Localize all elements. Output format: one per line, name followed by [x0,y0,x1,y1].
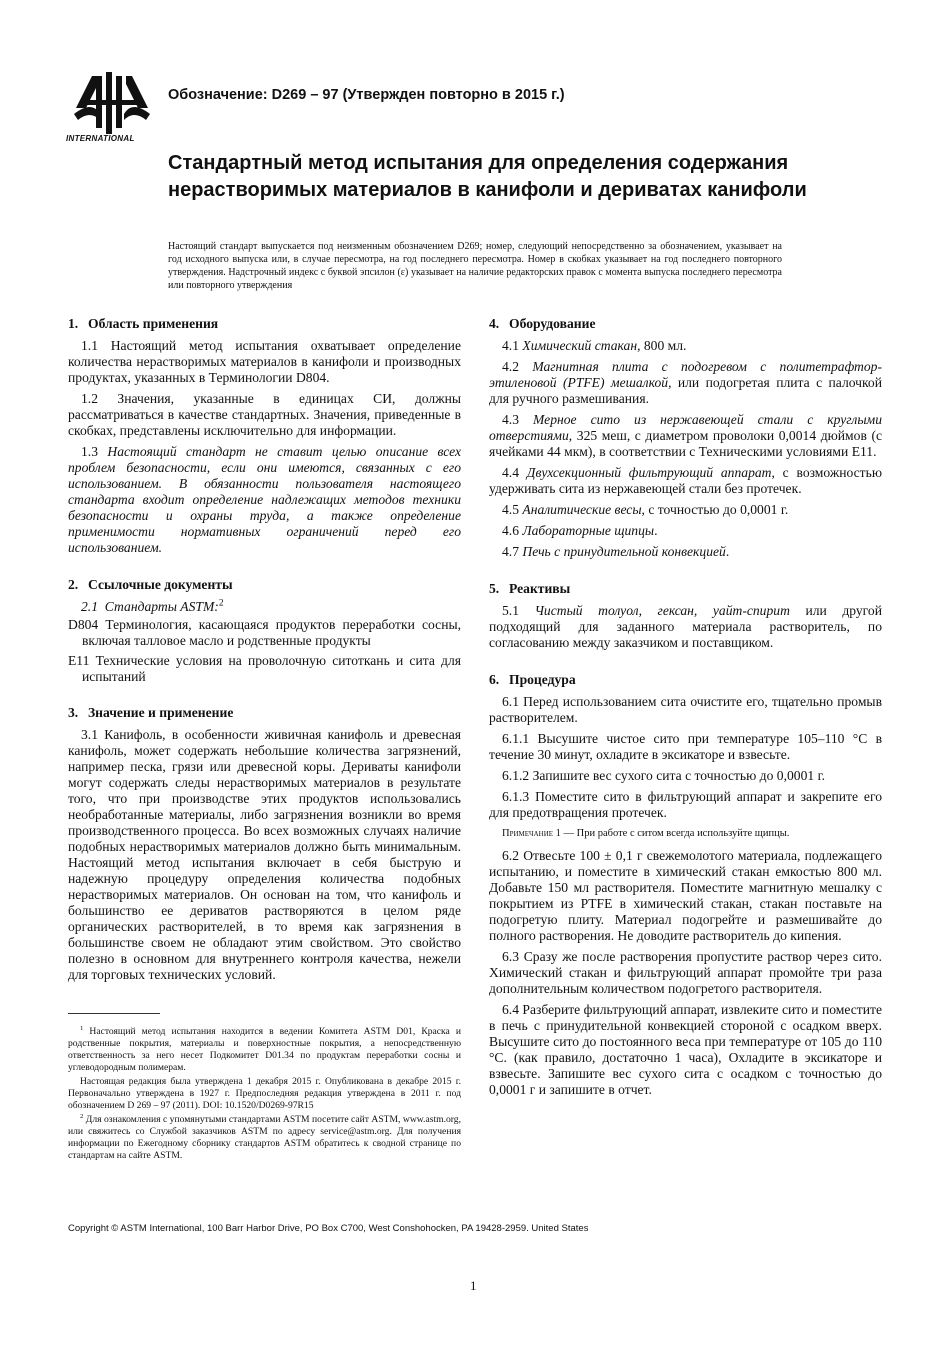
footnote-divider [68,1013,160,1014]
paragraph-1-1: 1.1 Настоящий метод испытания охватывает определение количества нерастворимых материалов в канифоли и производных продуктах, указанных в Терминологии D804. [68,338,461,385]
reference-e11: E11 Технические условия на проволочную ситоткань и сита для испытаний [68,653,461,684]
paragraph-5-1: 5.1 Чистый толуол, гексан, уайт-спирит или другой подходящий для заданного материала растворитель, по согласованию между заказчиком и поставщиком. [489,603,882,650]
section-heading-apparatus: 4. Оборудование [489,316,596,331]
paragraph-4-3: 4.3 Мерное сито из нержавеющей стали с круглыми отверстиями, 325 меш, с диаметром проволоки 0,0014 дюймов (с ячейками 44 мкм), в соответствии с Техническими условиями E11. [489,412,882,459]
paragraph-6-3: 6.3 Сразу же после растворения пропустите раствор через сито. Химический стакан и фильтрующий аппарат промойте три раза дополнительным количеством подогретого растворителя. [489,949,882,996]
paragraph-4-4: 4.4 Двухсекционный фильтрующий аппарат, с возможностью удерживать сита из нержавеющей стали без протечек. [489,465,882,496]
paragraph-6-1: 6.1 Перед использованием сита очистите его, тщательно промыв растворителем. [489,694,882,725]
section-heading-reagents: 5. Реактивы [489,581,571,596]
paragraph-4-1: 4.1 Химический стакан, 800 мл. [502,338,687,353]
logo-text: INTERNATIONAL [66,134,135,143]
note-1: Примечание 1 — При работе с ситом всегда используйте щипцы. [502,828,790,839]
left-column [68,312,461,988]
paragraph-4-2: 4.2 Магнитная плита с подогревом с политетрафтор-этиленовой (PTFE) мешалкой, или подогретая плита с палочкой для ручного размешивания. [489,359,882,406]
paragraph-6-2: 6.2 Отвесьте 100 ± 0,1 г свежемолотого материала, подлежащего испытанию, и поместите в химический стакан емкостью 800 мл. Добавьте 150 мл растворителя. Поместите магнитную мешалку с покрытием из PTFE в химический стакан, стакан поставьте на подогретую плиту. Материал подогрейте и размешивайте до полного растворения. Не доводите растворитель до кипения. [489,848,882,943]
footnote-1-approval: Настоящая редакция была утверждена 1 декабря 2015 г. Опубликована в декабре 2015 г. Первоначально утверждена в 1927 г. Предпоследняя редакция утверждена в 2011 г. под обозначением D 269 – 97 (2011). DOI: 10.1520/D0269-97R15 [68,1076,461,1111]
document-designation: Обозначение: D269 – 97 (Утвержден повторно в 2015 г.) [168,87,565,103]
paragraph-1-3: 1.3 Настоящий стандарт не ставит целью описание всех проблем безопасности, если они имеются, связанных с его использованием. В обязанности пользователя настоящего стандарта входит определение надлежащих методов техники безопасности и охраны труда, а также определение применимости нормативных ограничений перед его использованием. [68,444,462,555]
footnote-2: $^2$ Для ознакомления с упомянутыми стандартами ASTM посетите сайт ASTM, www.astm.org, или свяжитесь со Службой заказчиков ASTM по адресу service@astm.org. Для получения информации по Ежегодному сборнику стандартов ASTM обратитесь к сводной странице по стандартам на сайте ASTM. [68,1112,461,1161]
paragraph-6-1-1: 6.1.1 Высушите чистое сито при температуре 105–110 °C в течение 30 минут, охладите в эксикаторе и взвесьте. [489,731,882,762]
paragraph-6-1-2: 6.1.2 Запишите вес сухого сита с точностью до 0,0001 г. [502,768,826,783]
paragraph-6-1-3: 6.1.3 Поместите сито в фильтрующий аппарат и закрепите его для предотвращения протечек. [489,789,882,820]
section-heading-references: 2. Ссылочные документы [68,577,233,592]
astm-logo [62,70,162,150]
paragraph-4-7: 4.7 Печь с принудительной конвекцией. [502,544,730,559]
paragraph-1-2: 1.2 Значения, указанные в единицах СИ, должны рассматриваться в качестве стандартных. Значения, приведенные в скобках, представлены исключительно для информации. [68,391,461,438]
paragraph-2-1: 2.1 Стандарты ASTM:$^2$ [81,598,224,614]
document-title: Стандартный метод испытания для определения содержания нерастворимых материалов в канифоли и дериватах канифоли [168,152,807,201]
paragraph-6-4: 6.4 Разберите фильтрующий аппарат, извлеките сито и поместите в печь с принудительной конвекцией стороной с осадком вверх. Высушите сито до постоянного веса при температуре от 105 до 110 °C. (как правило, достаточно 1 часа), Охладите в эксикаторе и взвесьте. Запишите вес сухого сита с осадком с точностью до 0,0001 г и запишите в отчет. [489,1002,882,1097]
section-heading-scope: 1. Область применения [68,316,219,331]
paragraph-4-5: 4.5 Аналитические весы, с точностью до 0,0001 г. [502,502,789,517]
paragraph-4-6: 4.6 Лабораторные щипцы. [502,523,658,538]
page-number: 1 [470,1278,477,1293]
right-column [489,312,882,1103]
footnote-1: $^1$ Настоящий метод испытания находится в ведении Комитета ASTM D01, Краска и родственные покрытия, материалы и поверхностные покрытия, а непосредственную ответственность за него несет Подкомитет D01.34 по продуктам переработки сосны и углеводородным полимерам. [68,1024,461,1073]
copyright-notice: Copyright © ASTM International, 100 Barr Harbor Drive, PO Box C700, West Conshohocken, PA 19428-2959. United States [68,1223,589,1234]
footnotes [68,1026,461,1164]
reference-d804: D804 Терминология, касающаяся продуктов переработки сосны, включая талловое масло и родственные продукты [68,617,461,648]
section-heading-procedure: 6. Процедура [489,672,576,687]
paragraph-3-1: 3.1 Канифоль, в особенности живичная канифоль и древесная канифоль, может содержать небольшие количества загрязнений, например песка, грязи или древесной коры. Дериваты канифоли могут содержать следы нерастворимых материалов в результате того, что при производстве этих продуктов использовались необработанные материалы, либо загрязнения возникли во время производственного процесса. Во всех возможных случаях наличие подобных нерастворимых материалов должно быть минимальным. Настоящий метод испытания включает в себя быструю и надежную процедуру определения количества подобных нерастворимых материалов. Он основан на том, что канифоль и большинство ее дериватов растворяются в целом ряде органических растворителей, в то время как загрязнения в большинстве своем не обладают этим свойством. Это свойство полезно в основном для внутреннего контроля качества, нежели для торговых технических условий. [68,727,461,982]
intro-paragraph: Настоящий стандарт выпускается под неизменным обозначением D269; номер, следующий непосредственно за обозначением, указывает на год исходного выпуска или, в случае пересмотра, на год последнего пересмотра. Номер в скобках указывает на год последнего повторного утверждения. Надстрочный индекс с буквой эпсилон (ε) указывает на наличие редакторских правок с момента выпуска последнего пересмотра или повторного утверждения [168,241,782,291]
section-heading-significance: 3. Значение и применение [68,705,234,720]
